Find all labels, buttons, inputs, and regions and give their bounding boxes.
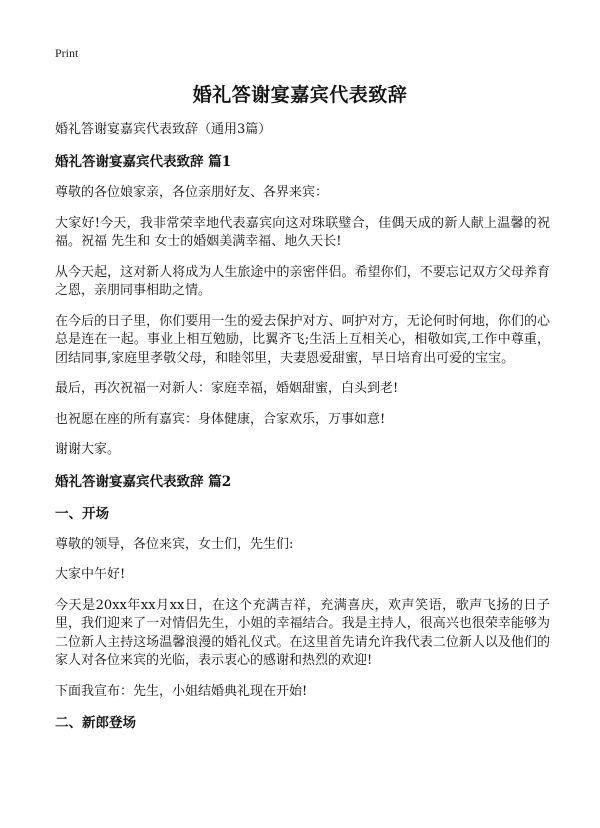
paragraph: 下面我宣布：先生，小姐结婚典礼现在开始! (55, 683, 308, 699)
paragraph: 在今后的日子里，你们要用一生的爱去保护对方、呵护对方，无论何时何地，你们的心总是连在一起。事业上相互勉励，比翼齐飞;生活上互相关心，相敬如宾,工作中尊重，团结同事,家庭里孝敬父母，和睦邻里，夫妻恩爱甜蜜，早日培育出可爱的宝宝。 (55, 313, 550, 366)
section-heading: 一、开场 (55, 505, 109, 522)
section-heading: 二、新郎登场 (55, 715, 136, 731)
paragraph: 最后，再次祝福一对新人：家庭幸福，婚姻甜蜜，白头到老! (55, 381, 399, 396)
section-heading: 婚礼答谢宴嘉宾代表致辞 篇1 (55, 154, 232, 170)
document-subtitle: 婚礼答谢宴嘉宾代表致辞（通用3篇） (55, 122, 272, 137)
paragraph: 也祝愿在座的所有嘉宾：身体健康，合家欢乐，万事如意! (55, 411, 386, 427)
paragraph: 大家中午好! (55, 567, 126, 582)
paragraph: 谢谢大家。 (55, 442, 121, 457)
paragraph: 今天是20xx年xx月xx日，在这个充满吉祥，充满喜庆，欢声笑语，歌声飞扬的日子里，我们迎来了一对情侣先生，小姐的幸福结合。我是主持人，很高兴也很荣幸能够为二位新人主持这场温馨浪漫的婚礼仪式。在这里首先请允许我代表二位新人以及他们的家人对各位来宾的光临，表示衷心的感谢和热烈的欢迎! (55, 597, 550, 668)
section-groom-entrance (55, 713, 550, 733)
section-1 (55, 152, 550, 460)
paragraph: 尊敬的领导，各位来宾，女士们，先生们: (55, 536, 294, 552)
paragraph: 大家好!今天，我非常荣幸地代表嘉宾向这对珠联璧合，佳偶天成的新人献上温馨的祝福。祝福 先生和 女士的婚姻美满幸福、地久天长! (55, 215, 550, 249)
section-opening (55, 504, 550, 702)
paragraph: 从今天起，这对新人将成为人生旅途中的亲密伴侣。希望你们，不要忘记双方父母养育之恩，亲朋同事相助之情。 (55, 264, 550, 298)
document-title: 婚礼答谢宴嘉宾代表致辞 (192, 84, 408, 106)
paragraph: 尊敬的各位娘家亲，各位亲朋好友、各界来宾： (55, 185, 329, 200)
document-body (55, 120, 550, 745)
section-heading: 婚礼答谢宴嘉宾代表致辞 篇2 (55, 473, 232, 490)
section-2 (55, 472, 550, 492)
print-link[interactable]: Print (55, 46, 79, 60)
